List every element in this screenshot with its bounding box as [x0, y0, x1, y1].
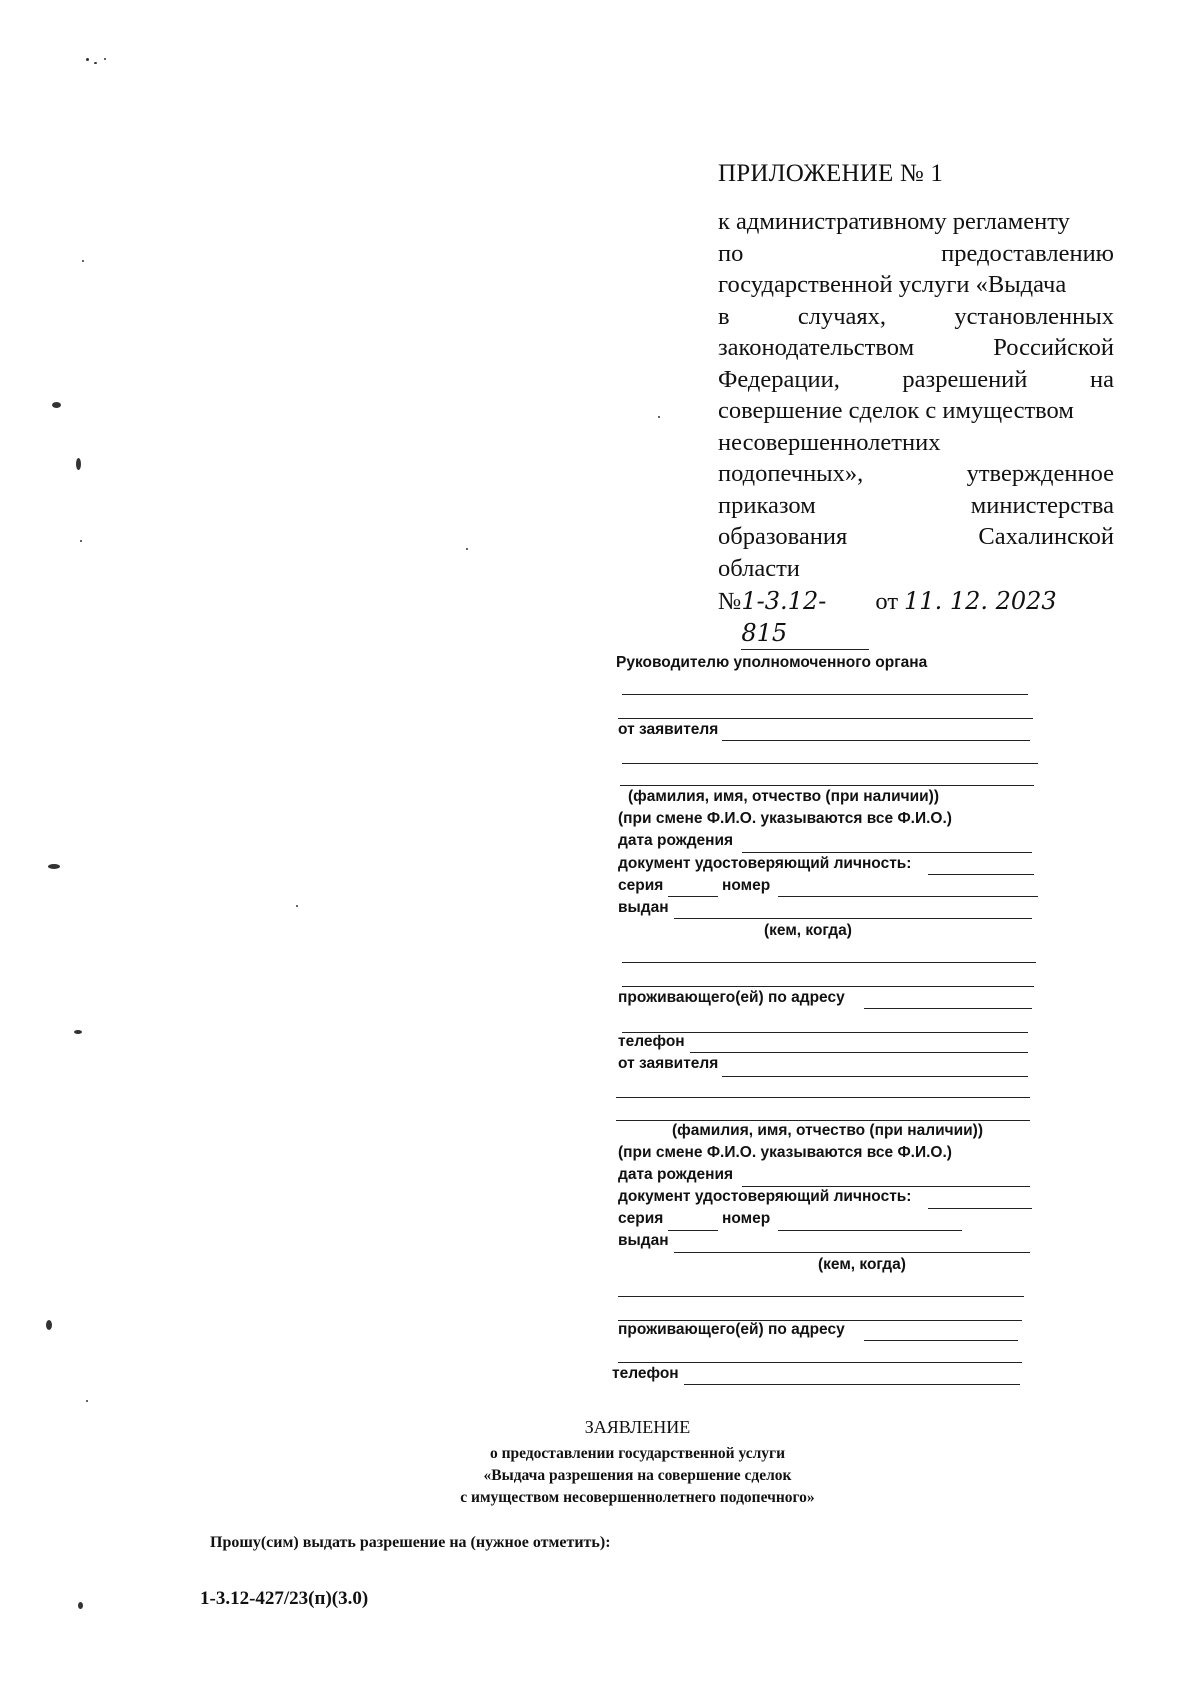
phone-label-2: телефон [612, 1365, 679, 1382]
appendix-word: приказом [718, 491, 816, 519]
document-code: 1-3.12-427/23(п)(3.0) [200, 1588, 369, 1609]
issued-field[interactable] [674, 918, 1032, 919]
statement-subtitle-line: «Выдача разрешения на совершение сделок [483, 1467, 792, 1484]
applicant-line-3[interactable] [620, 785, 1034, 786]
appendix-word: области [718, 554, 800, 582]
appendix-word: к административному регламенту [718, 208, 1070, 235]
birth-date-label: дата рождения [618, 832, 734, 849]
appendix-word: разрешений [902, 365, 1028, 393]
series-field[interactable] [668, 896, 718, 897]
issued-label-2: выдан [618, 1232, 669, 1249]
address-field-2[interactable] [864, 1340, 1018, 1341]
addressee-line-2[interactable] [618, 718, 1033, 719]
id-document-field[interactable] [928, 874, 1034, 875]
phone-label: телефон [618, 1033, 685, 1050]
from-applicant-field[interactable] [722, 740, 1030, 741]
address-label-2: проживающего(ей) по адресу [618, 1321, 845, 1338]
addressee-line-1[interactable] [622, 694, 1028, 695]
series-label: серия [618, 877, 664, 894]
order-number-prefix: № [718, 588, 742, 615]
appendix-word: по [718, 239, 744, 267]
appendix-word: утвержденное [966, 460, 1114, 487]
id-document-field-2[interactable] [928, 1208, 1032, 1209]
fio-change-note-2: (при смене Ф.И.О. указываются все Ф.И.О.) [618, 1144, 952, 1161]
appendix-line [718, 238, 1114, 270]
appendix-line [718, 332, 1114, 364]
series-field-2[interactable] [668, 1230, 718, 1231]
birth-date-label-2: дата рождения [618, 1166, 734, 1183]
appendix-line [718, 364, 1114, 396]
appendix-line [718, 427, 1114, 459]
order-date-handwritten: 11. 12. 2023 [904, 587, 1057, 615]
birth-date-field[interactable] [742, 852, 1032, 853]
appendix-line [718, 301, 1114, 333]
statement-heading: ЗАЯВЛЕНИЕ [584, 1417, 691, 1437]
series-label-2: серия [618, 1210, 664, 1227]
fio-caption-2: (фамилия, имя, отчество (при наличии)) [672, 1122, 983, 1139]
issued-caption-2: (кем, когда) [818, 1256, 906, 1273]
order-date-prefix: от [875, 588, 899, 615]
appendix-line [718, 490, 1114, 522]
issued-line-3[interactable] [622, 986, 1034, 987]
from-applicant-2-label: от заявителя [618, 1055, 719, 1072]
appendix-block [718, 160, 1114, 647]
appendix-line [718, 269, 1114, 301]
statement-subtitle [350, 1443, 925, 1509]
appendix-word: образования [718, 523, 848, 550]
appendix-order-line [718, 586, 1114, 647]
number-label-2: номер [722, 1210, 771, 1227]
statement-subtitle-line: с имуществом несовершеннолетнего подопечного» [460, 1489, 815, 1506]
id-document-label: документ удостоверяющий личность: [618, 855, 912, 872]
phone-field[interactable] [690, 1052, 1028, 1053]
address-2-line-2[interactable] [618, 1362, 1022, 1363]
address-label: проживающего(ей) по адресу [618, 989, 845, 1006]
from-applicant-2-field[interactable] [722, 1076, 1028, 1077]
appendix-word: Федерации, [718, 365, 840, 393]
order-number-handwritten: 1-3.12-815 [741, 586, 869, 650]
statement-subtitle-line: о предоставлении государственной услуги [489, 1445, 786, 1462]
appendix-title: ПРИЛОЖЕНИЕ № 1 [718, 160, 944, 187]
appendix-word: подопечных», [718, 460, 864, 487]
appendix-word: совершение сделок с имуществом [718, 397, 1074, 424]
applicant-line-2[interactable] [622, 763, 1038, 764]
address-field[interactable] [864, 1008, 1032, 1009]
birth-date-field-2[interactable] [742, 1186, 1030, 1187]
phone-field-2[interactable] [684, 1384, 1020, 1385]
appendix-line [718, 206, 1114, 238]
appendix-word: на [1089, 365, 1114, 393]
number-label: номер [722, 877, 771, 894]
appendix-line [718, 553, 1114, 585]
appendix-text [718, 206, 1114, 584]
appendix-word: законодательством [718, 334, 915, 361]
appendix-word: случаях, [797, 302, 887, 330]
fio-change-note: (при смене Ф.И.О. указываются все Ф.И.О.) [618, 810, 952, 827]
appendix-word: Российской [993, 334, 1114, 361]
issued-caption: (кем, когда) [764, 922, 852, 939]
appendix-line [718, 395, 1114, 427]
id-document-label-2: документ удостоверяющий личность: [618, 1188, 912, 1205]
from-applicant-label: от заявителя [618, 721, 719, 738]
appendix-word: предоставлению [941, 239, 1114, 267]
appendix-word: в [718, 302, 730, 330]
issued-2-line-2[interactable] [618, 1296, 1024, 1297]
appendix-line [718, 458, 1114, 490]
statement-request: Прошу(сим) выдать разрешение на (нужное отметить): [210, 1534, 611, 1551]
number-field[interactable] [778, 896, 1038, 897]
fio-caption: (фамилия, имя, отчество (при наличии)) [628, 788, 939, 805]
appendix-line [718, 521, 1114, 553]
applicant-2-line-3[interactable] [616, 1120, 1030, 1121]
appendix-word: государственной услуги «Выдача [718, 271, 1067, 298]
applicant-2-line-2[interactable] [616, 1097, 1030, 1098]
issued-label: выдан [618, 899, 669, 916]
appendix-word: Сахалинской [978, 523, 1114, 550]
appendix-word: установленных [954, 302, 1114, 330]
addressee-label: Руководителю уполномоченного органа [616, 654, 928, 671]
issued-line-2[interactable] [622, 962, 1036, 963]
appendix-word: министерства [970, 491, 1114, 519]
appendix-word: несовершеннолетних [718, 428, 941, 456]
number-field-2[interactable] [778, 1230, 962, 1231]
issued-field-2[interactable] [674, 1252, 1030, 1253]
